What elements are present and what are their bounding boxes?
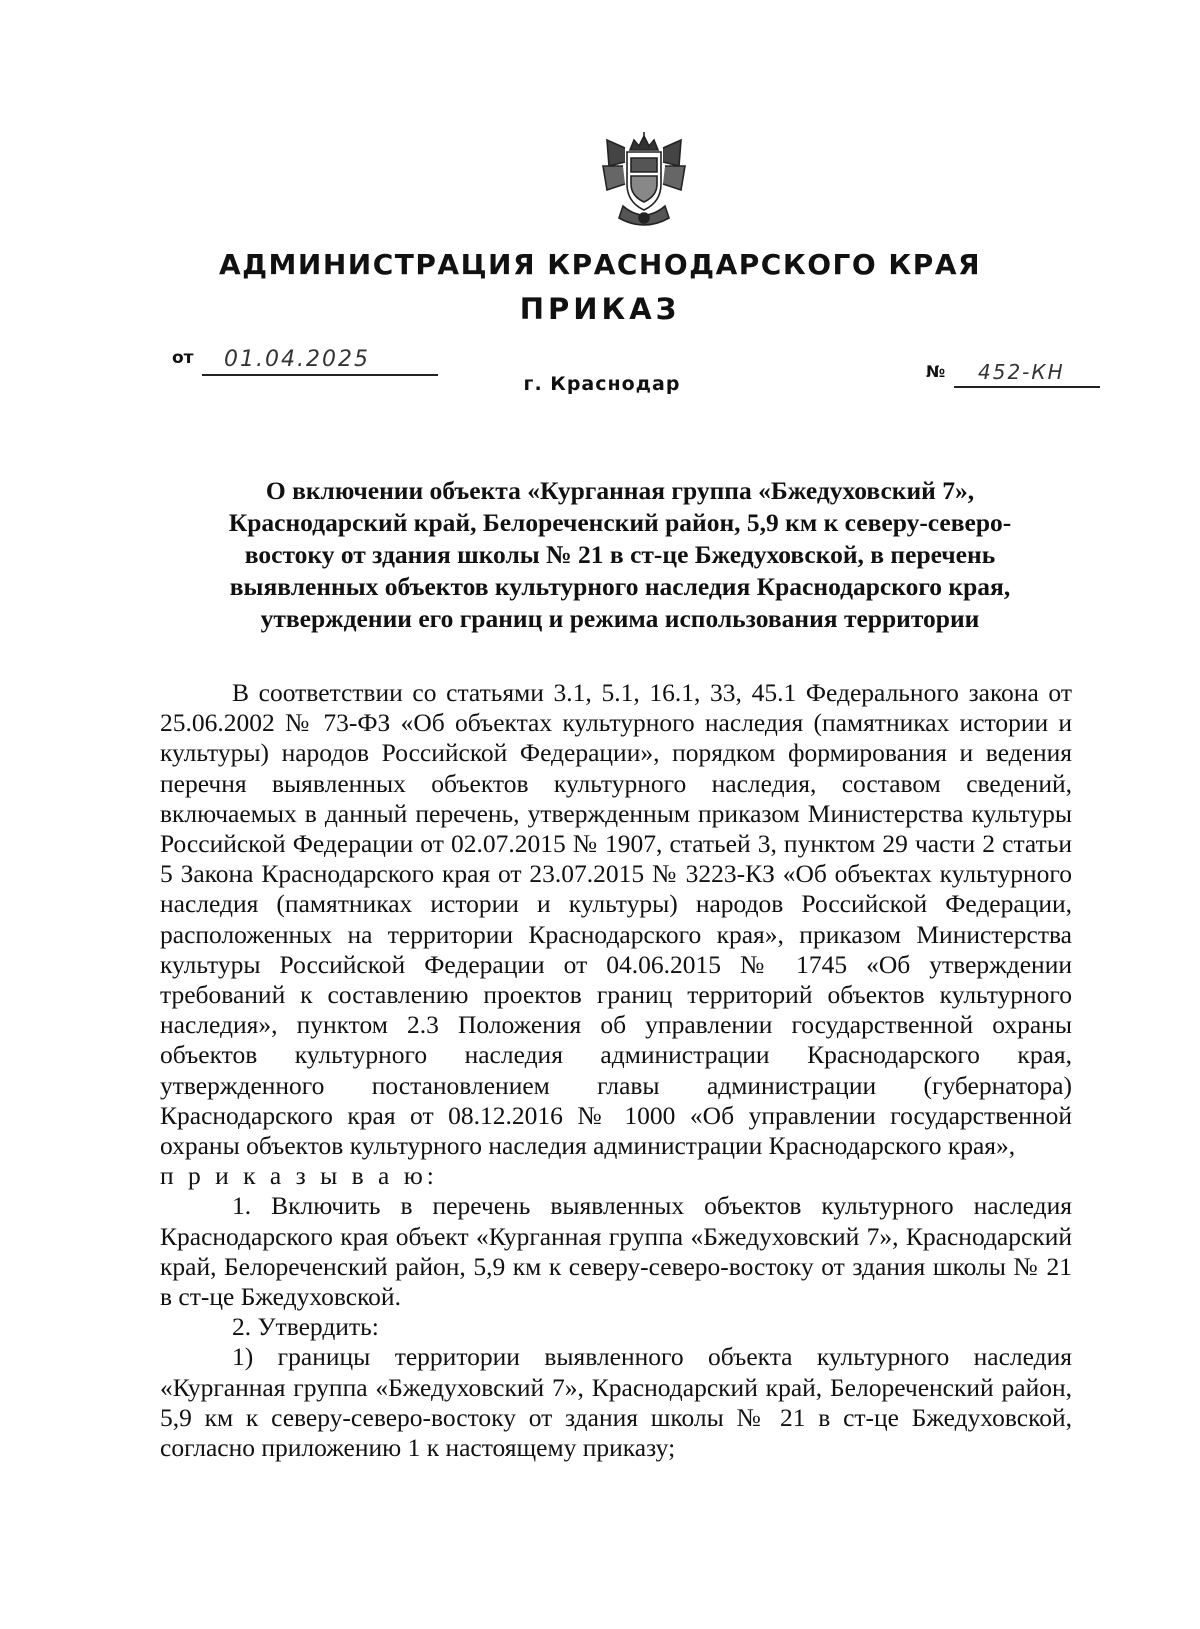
document-number: [926, 360, 1065, 392]
city-label: г. Краснодар: [523, 373, 681, 395]
organization-title: АДМИНИСТРАЦИЯ КРАСНОДАРСКОГО КРАЯ: [218, 248, 982, 281]
number-value: 452-КН: [978, 360, 1065, 384]
item-1-paragraph: 1. Включить в перечень выявленных объектов культурного наследия Краснодарского края объект «Курганная группа «Бжедуховский 7», Краснодарский край, Белореченский район, 5,9 км к северу-северо-востоку от здания школы № 21 в ст-це Бжедуховской.: [160, 1191, 1072, 1312]
number-underline: [954, 362, 1100, 388]
coat-of-arms-emblem: [597, 132, 691, 232]
item-2-paragraph: 2. Утвердить:: [232, 1312, 379, 1342]
date-prefix: от: [172, 348, 194, 368]
heading-line: О включении объекта «Курганная группа «Бжедуховский 7»,: [265, 476, 975, 505]
number-prefix: №: [926, 362, 946, 381]
order-word: п р и к а з ы в а ю:: [160, 1161, 438, 1191]
preamble-paragraph: В соответствии со статьями 3.1, 5.1, 16.1, 33, 45.1 Федерального закона от 25.06.2002 № 73-ФЗ «Об объектах культурного наследия (памятниках истории и культуры) народов Российской Федерации», порядком формирования и ведения перечня выявленных объектов культурного наследия, составом сведений, включаемых в данный перечень, утвержденным приказом Министерства культуры Российской Федерации от 02.07.2015 № 1907, статьей 3, пунктом 29 части 2 статьи 5 Закона Краснодарского края от 23.07.2015 № 3223-КЗ «Об объектах культурного наследия (памятниках истории и культуры) народов Российской Федерации, расположенных на территории Краснодарского края», приказом Министерства культуры Российской Федерации от 04.06.2015 № 1745 «Об утверждении требований к составлению проектов границ территорий объектов культурного наследия», пунктом 2.3 Положения об управлении государственной охраны объектов культурного наследия администрации Краснодарского края, утвержденного постановлением главы администрации (губернатора) Краснодарского края от 08.12.2016 № 1000 «Об управлении государственной охраны объектов культурного наследия администрации Краснодарского края»,: [160, 678, 1072, 1161]
document-heading: [160, 475, 1080, 635]
document-type-title: ПРИКАЗ: [519, 292, 681, 326]
heading-line: выявленных объектов культурного наследия Краснодарского края,: [229, 572, 1011, 601]
heading-line: Краснодарский край, Белореченский район, 5,9 км к северу-северо-: [228, 508, 1012, 537]
heading-line: востоку от здания школы № 21 в ст-це Бжедуховской, в перечень: [244, 540, 996, 569]
document-body: [160, 678, 1072, 1463]
date-value: 01.04.2025: [224, 347, 370, 372]
item-2-1-paragraph: 1) границы территории выявленного объекта культурного наследия «Курганная группа «Бжедуховский 7», Краснодарский край, Белореченский район, 5,9 км к северу-северо-востоку от здания школы № 21 в ст-це Бжедуховской, согласно приложению 1 к настоящему приказу;: [160, 1342, 1072, 1463]
heading-line: утверждении его границ и режима использования территории: [260, 604, 980, 633]
date-underline: [202, 348, 438, 376]
